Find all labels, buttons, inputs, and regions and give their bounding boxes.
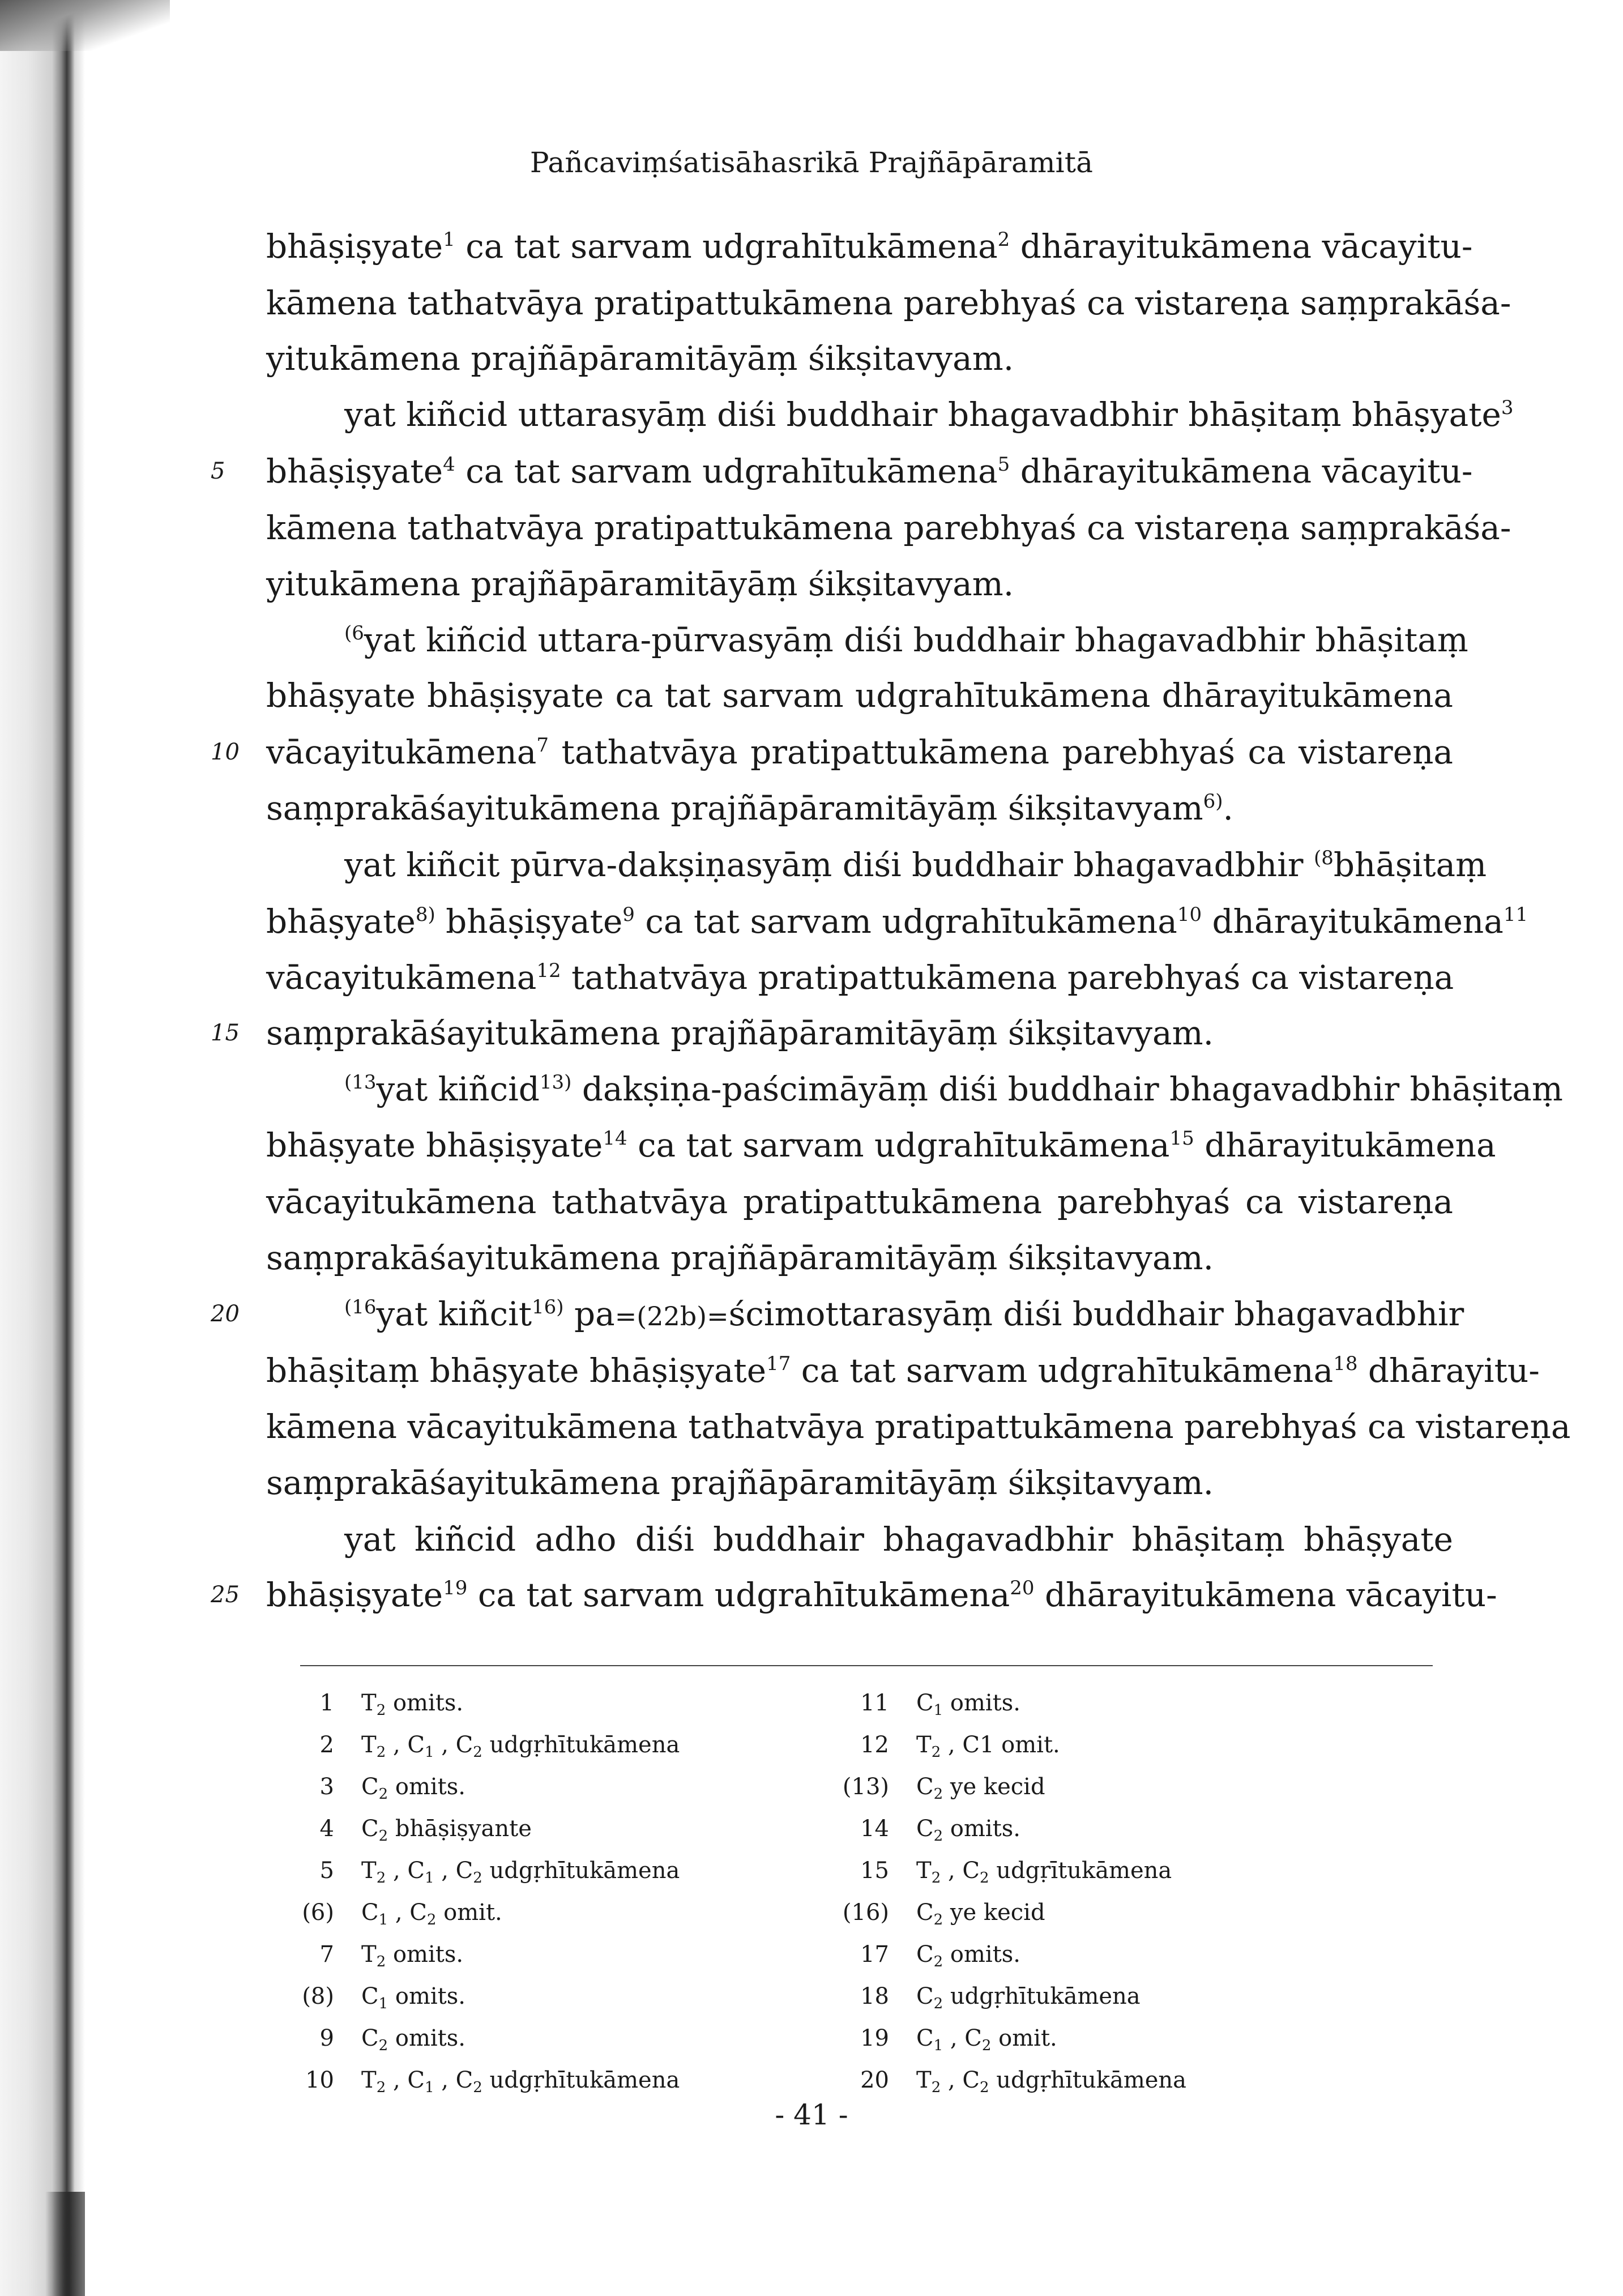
footnote-divider: [300, 1665, 1433, 1666]
footnote-text: C1 , C2 omit.: [361, 1900, 502, 1928]
scan-corner-shadow: [0, 0, 170, 51]
line-number: 25: [211, 1582, 240, 1608]
text-line: saṃprakāśayitukāmena prajñāpāramitāyāṃ śikṣitavyam.: [266, 1239, 1214, 1277]
footnote-number: 10: [305, 2067, 334, 2093]
footnote-text: C1 omits.: [361, 1983, 465, 2012]
footnote-number: (16): [842, 1900, 889, 1926]
text-line: kāmena vācayitukāmena tathatvāya pratipattukāmena parebhyaś ca vistareṇa: [266, 1407, 1571, 1446]
footnote-number: (6): [302, 1900, 334, 1926]
text-line: yitukāmena prajñāpāramitāyāṃ śikṣitavyam.: [266, 565, 1014, 603]
footnote-text: C2 omits.: [361, 2025, 465, 2054]
text-line: bhāṣiṣyate$^1$ ca tat sarvam udgrahītukāmena$^2$ dhārayitukāmena vācayitu-: [266, 227, 1473, 266]
footnote-text: C2 bhāṣiṣyante: [361, 1816, 532, 1845]
line-number: 15: [211, 1020, 240, 1046]
footnote-text: C2 omits.: [361, 1774, 465, 1803]
text-line: $^{(6}$yat kiñcid uttara-pūrvasyāṃ diśi buddhair bhagavadbhir bhāṣitaṃ: [344, 621, 1468, 659]
text-line: $^{(13}$yat kiñcid$^{13)}$ dakṣiṇa-paścimāyāṃ diśi buddhair bhagavadbhir bhāṣitaṃ: [344, 1070, 1563, 1108]
footnote-number: 9: [319, 2025, 334, 2051]
scan-bottom-shadow: [45, 2192, 85, 2296]
text-line: saṃprakāśayitukāmena prajñāpāramitāyāṃ śikṣitavyam$^{6)}$.: [266, 789, 1233, 827]
text-line: yat kiñcit pūrva-dakṣiṇasyāṃ diśi buddhair bhagavadbhir $^{(8}$bhāṣitaṃ: [344, 846, 1487, 884]
text-line: yat kiñcid uttarasyāṃ diśi buddhair bhagavadbhir bhāṣitaṃ bhāṣyate$^3$: [344, 395, 1514, 434]
footnote-text: C1 , C2 omit.: [916, 2025, 1057, 2054]
text-line: saṃprakāśayitukāmena prajñāpāramitāyāṃ śikṣitavyam.: [266, 1463, 1214, 1502]
running-head: Pañcaviṃśatisāhasrikā Prajñāpāramitā: [529, 146, 1094, 179]
text-line: saṃprakāśayitukāmena prajñāpāramitāyāṃ śikṣitavyam.: [266, 1014, 1214, 1052]
footnote-number: 7: [319, 1941, 334, 1968]
footnote-text: C1 omits.: [916, 1690, 1020, 1719]
footnote-text: C2 omits.: [916, 1816, 1020, 1845]
footnote-number: 11: [860, 1690, 889, 1716]
footnote-text: T2 , C1 omit.: [916, 1732, 1060, 1761]
footnote-number: 1: [319, 1690, 334, 1716]
text-line: kāmena tathatvāya pratipattukāmena parebhyaś ca vistareṇa saṃprakāśa-: [266, 284, 1511, 322]
text-line: vācayitukāmena$^{12}$ tathatvāya pratipattukāmena parebhyaś ca vistareṇa: [266, 958, 1454, 997]
footnote-text: C2 omits.: [916, 1941, 1020, 1970]
footnote-text: C2 ye kecid: [916, 1774, 1045, 1803]
footnote-number: 15: [860, 1858, 889, 1884]
text-line: bhāṣyate bhāṣiṣyate ca tat sarvam udgrahītukāmena dhārayitukāmena: [266, 676, 1453, 715]
line-number: 5: [211, 458, 225, 484]
text-line: bhāṣiṣyate$^4$ ca tat sarvam udgrahītukāmena$^5$ dhārayitukāmena vācayitu-: [266, 452, 1473, 490]
footnote-number: 17: [860, 1941, 889, 1968]
text-line: bhāṣyate bhāṣiṣyate$^{14}$ ca tat sarvam udgrahītukāmena$^{15}$ dhārayitukāmena: [266, 1126, 1496, 1164]
text-line: bhāṣiṣyate$^{19}$ ca tat sarvam udgrahītukāmena$^{20}$ dhārayitukāmena vācayitu-: [266, 1576, 1497, 1614]
text-line: bhāṣitaṃ bhāṣyate bhāṣiṣyate$^{17}$ ca tat sarvam udgrahītukāmena$^{18}$ dhārayitu-: [266, 1351, 1540, 1390]
footnote-text: T2 , C2 udgṛītukāmena: [916, 1858, 1172, 1887]
text-line: yat kiñcid adho diśi buddhair bhagavadbhir bhāṣitaṃ bhāṣyate: [344, 1520, 1453, 1559]
text-line: bhāṣyate$^{8)}$ bhāṣiṣyate$^9$ ca tat sarvam udgrahītukāmena$^{10}$ dhārayitukāmena$^{11}$: [266, 902, 1528, 941]
footnote-number: 18: [860, 1983, 889, 2009]
footnote-number: (13): [842, 1774, 889, 1800]
footnote-text: T2 , C1 , C2 udgṛhītukāmena: [361, 1732, 680, 1761]
footnote-number: 4: [319, 1816, 334, 1842]
footnote-number: 20: [860, 2067, 889, 2093]
footnote-text: T2 , C1 , C2 udgṛhītukāmena: [361, 1858, 680, 1887]
text-line: vācayitukāmena$^7$ tathatvāya pratipattukāmena parebhyaś ca vistareṇa: [266, 733, 1454, 771]
scan-binding-edge: [0, 0, 85, 2296]
page-number: - 41 -: [775, 2098, 848, 2131]
footnote-text: C2 ye kecid: [916, 1900, 1045, 1928]
footnote-text: T2 , C1 , C2 udgṛhītukāmena: [361, 2067, 680, 2096]
footnote-number: 19: [860, 2025, 889, 2051]
footnote-number: 3: [319, 1774, 334, 1800]
footnote-text: C2 udgṛhītukāmena: [916, 1983, 1141, 2012]
line-number: 10: [211, 739, 240, 765]
footnote-text: T2 omits.: [361, 1941, 464, 1970]
text-line: yitukāmena prajñāpāramitāyāṃ śikṣitavyam.: [266, 339, 1014, 378]
footnote-number: 2: [319, 1732, 334, 1758]
line-number: 20: [211, 1301, 240, 1327]
footnote-text: T2 omits.: [361, 1690, 464, 1719]
footnote-number: 12: [860, 1732, 889, 1758]
footnote-number: 5: [319, 1858, 334, 1884]
footnote-text: T2 , C2 udgṛhītukāmena: [916, 2067, 1187, 2096]
text-line: kāmena tathatvāya pratipattukāmena parebhyaś ca vistareṇa saṃprakāśa-: [266, 509, 1511, 547]
text-line: $^{(16}$yat kiñcit$^{16)}$ pa=(22b)=ścimottarasyāṃ diśi buddhair bhagavadbhir: [344, 1295, 1464, 1333]
footnote-number: (8): [302, 1983, 334, 2009]
text-line: vācayitukāmena tathatvāya pratipattukāmena parebhyaś ca vistareṇa: [266, 1183, 1453, 1221]
footnote-number: 14: [860, 1816, 889, 1842]
